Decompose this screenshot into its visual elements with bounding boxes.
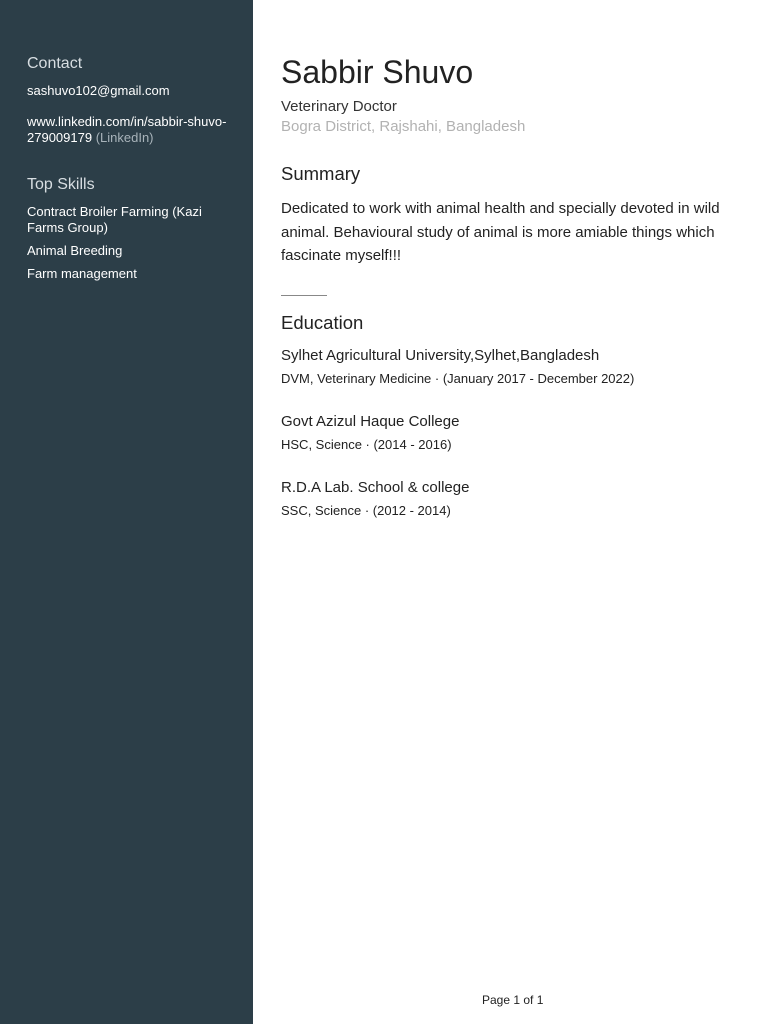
job-title: Veterinary Doctor: [281, 98, 397, 115]
person-name: Sabbir Shuvo: [281, 54, 474, 90]
education-heading: Education: [281, 312, 364, 333]
top-skills-heading: Top Skills: [27, 176, 95, 193]
degree-detail: SSC, Science · (2012 - 2014): [281, 503, 451, 518]
linkedin-label: (LinkedIn): [95, 130, 154, 145]
page-number: Page 1 of 1: [482, 993, 544, 1007]
skill-item: Animal Breeding: [27, 243, 123, 258]
contact-heading: Contact: [27, 55, 83, 72]
summary-heading: Summary: [281, 163, 361, 184]
school-name: Sylhet Agricultural University,Sylhet,Bangladesh: [281, 347, 600, 364]
degree-detail: HSC, Science · (2014 - 2016): [281, 437, 452, 452]
email-link[interactable]: sashuvo102@gmail.com: [27, 83, 170, 98]
education-entry: [281, 413, 741, 452]
main-content: [253, 0, 768, 1024]
degree-detail: DVM, Veterinary Medicine · (January 2017 - December 2022): [281, 371, 635, 386]
education-entry: [281, 479, 741, 518]
section-divider: [281, 295, 327, 296]
summary-text: Dedicated to work with animal health and specially devoted in wild animal. Behavioural study of animal is more amiable things which fascinate myself!!!: [281, 200, 720, 264]
education-entry: [281, 347, 741, 386]
skill-item: Contract Broiler Farming (Kazi Farms Group): [27, 204, 202, 235]
location: Bogra District, Rajshahi, Bangladesh: [281, 118, 526, 135]
skills-list: [27, 204, 227, 289]
linkedin-url[interactable]: www.linkedin.com/in/sabbir-shuvo-279009179: [27, 114, 227, 145]
school-name: Govt Azizul Haque College: [281, 413, 460, 430]
skill-item: Farm management: [27, 266, 137, 281]
school-name: R.D.A Lab. School & college: [281, 479, 470, 496]
linkedin-link[interactable]: [27, 114, 227, 146]
sidebar: [0, 0, 253, 1024]
